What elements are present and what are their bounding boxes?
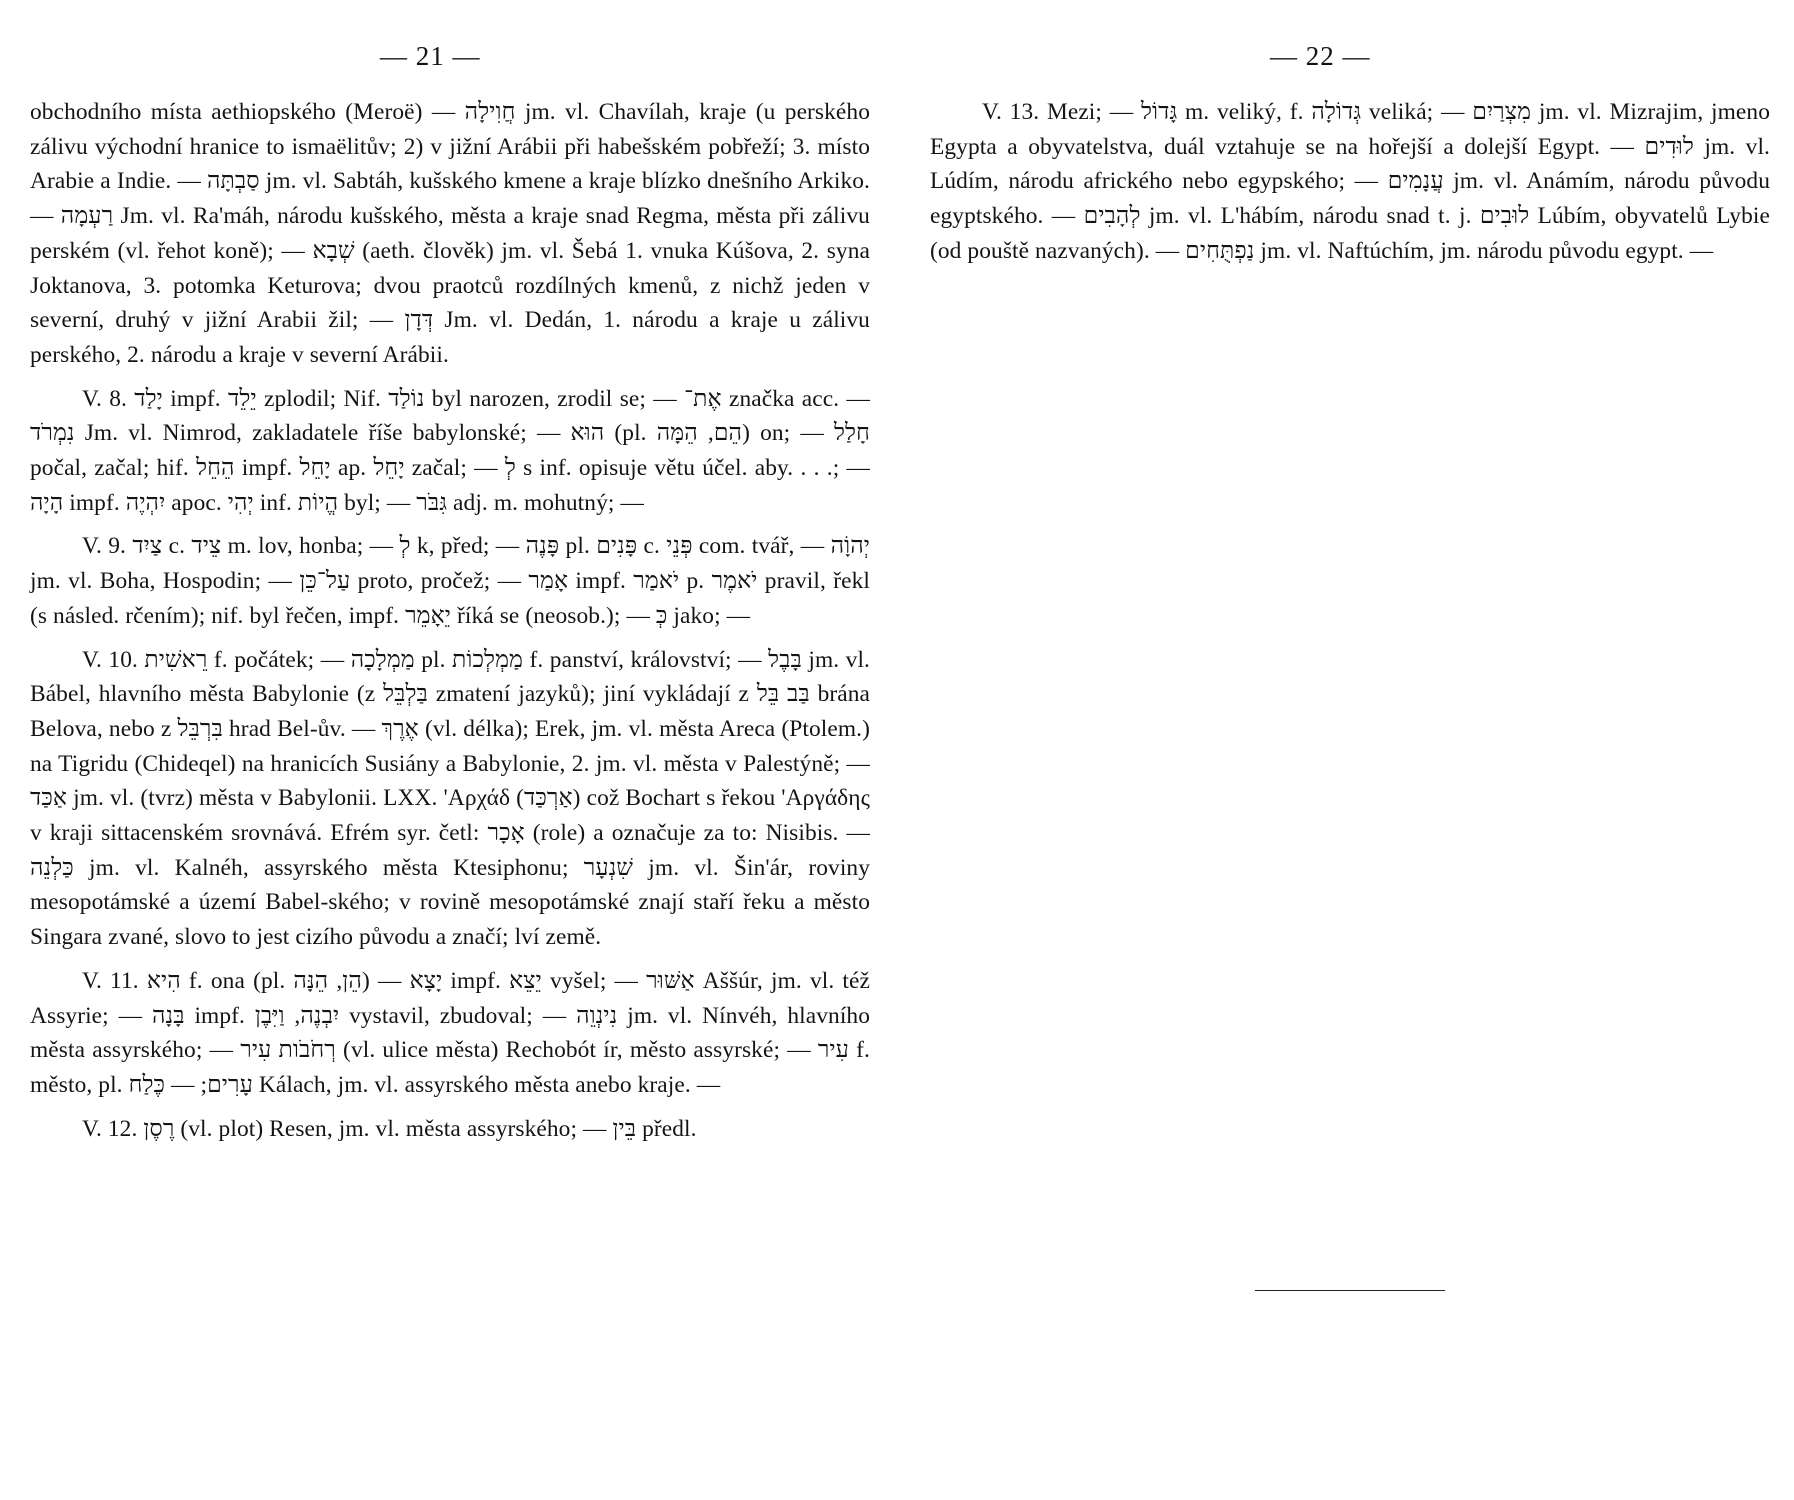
paragraph-verse-10: V. 10. רֵאשִׁית f. počátek; — מַמְלָכָה pl. מַמְלְכוֹת f. panství, království; — בָּבֶל jm. vl. Bábel, hlavního města Babylonie (z בַּלְבֵּל zmatení jazyků); jiní vykládají z בַּב בֵּל brána Belova, nebo z בִּרְבֵּל hrad Bel-ův. — אֶרֶךְ (vl. délka); Erek, jm. vl. města Areca (Ptolem.) na Tigridu (Chideqel) na hranicích Susiány a Babylonie, 2. jm. vl. města v Palestýně; — אַכַּד jm. vl. (tvrz) města v Babylonii. LXX. 'Αρχάδ (אַרְכַּד) což Bochart s řekou 'Αργάδης v kraji sittacenském srovnává. Efrém syr. četl: אָכָר (role) a označuje za to: Nisibis. — כַּלְנֵה jm. vl. Kalnéh, assyrského města Ktesiphonu; שִׁנְעָר jm. vl. Šin'ár, roviny mesopotámské a území Babel-ského; v rovině mesopotámské znají staří řeku a město Singara zvané, slovo to jest cizího původu a značí; lví země.: [30, 646, 871, 951]
paragraph-intro: obchodního místa aethiopského (Meroë) — חֲוִילָה jm. vl. Chavílah, kraje (u perského zálivu východní hranice to ismaëlitův; 2) v jižní Arábii při habešském pobřeží; 3. místo Arabie a Indie. — סַבְתָּה jm. vl. Sabtáh, kušského kmene a kraje blízko dnešního Arkiko. — רַעְמָה Jm. vl. Ra'máh, národu kušského, města a kraje snad Regma, města při zálivu perském (vl. řehot koně); — שְׁבָא (aeth. člověk) jm. vl. Šebá 1. vnuka Kúšova, 2. syna Joktanova, 3. potomka Keturova; dvou praotců rozdílných kmenů, z nichž jeden v severní, druhý v jižní Arabii žil; — דְּדָן Jm. vl. Dedán, 1. národu a kraje u zálivu perského, 2. národu a kraje v severní Arábii.: [30, 99, 871, 368]
left-page-column: [30, 95, 870, 1155]
paragraph-verse-8: V. 8. יָלַד impf. יֵלֵד zplodil; Nif. נוֹלַד byl narozen, zrodil se; — אֶת־ značka acc. — נִמְרֹד Jm. vl. Nimrod, zakladatele říše babylonské; — הוּא (pl. הֵם, הֵמָּה) on; — חָלַל počal, začal; hif. הֵחֵל impf. יָחֵל ap. יָחֵל začal; — לְ s inf. opisuje větu účel. aby. . . .; — הָיָה impf. יִהְיֶה apoc. יְהִי inf. הֱיוֹת byl; — גִּבֹּר adj. m. mohutný; —: [30, 385, 870, 516]
page-number-right: — 22 —: [1270, 41, 1371, 71]
paragraph-verse-12: V. 12. רֶסֶן (vl. plot) Resen, jm. vl. města assyrského; — בֵּין předl.: [82, 1115, 697, 1142]
section-divider: [1255, 1290, 1445, 1291]
paragraph-verse-11: V. 11. הִיא f. ona (pl. הֵן, הֵנָּה) — יָצָא impf. יֵצֵא vyšel; — אַשּׁוּר Aššúr, jm. vl. též Assyrie; — בָּנָה impf. יִבְנֶה, וַיִּבֶן vystavil, zbudoval; — נִינְוֵה jm. vl. Nínvéh, hlavního města assyrského; — רְחֹבֹות עִיר (vl. ulice města) Rechobót ír, město assyrské; — עִיר f. město, pl. עָרִים; — כֶּלַח Kálach, jm. vl. assyrského města anebo kraje. —: [30, 967, 871, 1098]
paragraph-verse-13: V. 13. Mezi; — גָּדוֹל m. veliký, f. גְּדוֹלָה veliká; — מִצְרַיִם jm. vl. Mizrajim, jmeno Egypta a obyvatelstva, duál vztahuje se na hořejší a dolejší Egypt. — לוּדִים jm. vl. Lúdím, národu afrického nebo egypského; — עֲנָמִים jm. vl. Anámím, národu původu egyptského. — לְהָבִים jm. vl. L'hábím, národu snad t. j. לוּבִים Lúbím, obyvatelů Lybie (od pouště nazvaných). — נַפְתֻּחִים jm. vl. Naftúchím, jm. národu původu egypt. —: [930, 99, 1771, 264]
paragraph-verse-9: V. 9. צַיִד c. צֵיד m. lov, honba; — לְ k, před; — פָּנֶה pl. פָּנִים c. פְּנֵי com. tvář, — יְהוָֹה jm. vl. Boha, Hospodin; — עַל־כֵּן proto, pročež; — אָמַר impf. יֹאמַר p. יֹאמֶר pravil, řekl (s násled. rčením); nif. byl řečen, impf. יֵאָמֵר říká se (neosob.); — כְּ jako; —: [30, 533, 871, 629]
page-number-left: — 21 —: [380, 41, 481, 71]
right-page-column: [930, 95, 1770, 278]
